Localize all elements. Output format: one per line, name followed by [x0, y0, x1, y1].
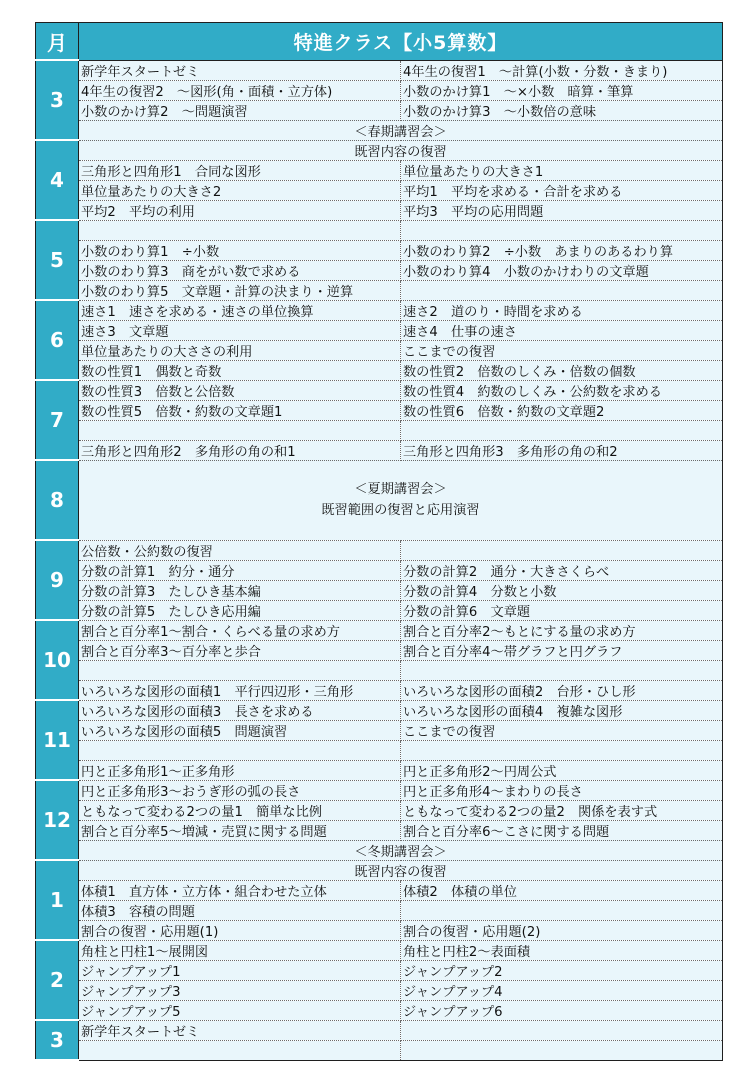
lesson-cell: 円と正多角形1～正多角形 [79, 760, 401, 780]
lesson-cell: 割合と百分率2～もとにする量の求め方 [401, 620, 723, 640]
table-row [36, 460, 723, 540]
table-row [36, 260, 723, 280]
table-row [36, 300, 723, 320]
lesson-cell: 体積1 直方体・立方体・組合わせた立体 [79, 880, 401, 900]
winter-session-title: ＜冬期講習会＞ [79, 840, 723, 860]
lesson-cell: 数の性質2 倍数のしくみ・倍数の個数 [401, 360, 723, 380]
lesson-cell: 単位量あたりの大きさ1 [401, 160, 723, 180]
spring-session-title: ＜春期講習会＞ [79, 120, 723, 140]
table-row [36, 880, 723, 900]
lesson-cell: ジャンプアップ6 [401, 1000, 723, 1020]
month-label-3: 3 [36, 60, 79, 140]
table-row [36, 760, 723, 780]
month-label-7: 7 [36, 380, 79, 460]
lesson-cell: 数の性質1 偶数と奇数 [79, 360, 401, 380]
curriculum-table [35, 22, 723, 1061]
table-row [36, 600, 723, 620]
lesson-cell: 小数のわり算3 商をがい数で求める [79, 260, 401, 280]
month-label-5: 5 [36, 220, 79, 300]
lesson-cell: ジャンプアップ5 [79, 1000, 401, 1020]
table-row [36, 940, 723, 960]
month-label-11: 11 [36, 700, 79, 780]
lesson-cell: 平均3 平均の応用問題 [401, 200, 723, 220]
lesson-cell-empty [401, 280, 723, 300]
lesson-cell: 割合と百分率4～帯グラフと円グラフ [401, 640, 723, 660]
month-label-8: 8 [36, 460, 79, 540]
table-row [36, 580, 723, 600]
lesson-cell: ジャンプアップ1 [79, 960, 401, 980]
lesson-cell: 割合の復習・応用題(1) [79, 920, 401, 940]
lesson-cell: 新学年スタートゼミ [79, 1020, 401, 1040]
lesson-cell: 小数のわり算2 ÷小数 あまりのあるわり算 [401, 240, 723, 260]
lesson-cell: 小数のわり算5 文章題・計算の決まり・逆算 [79, 280, 401, 300]
lesson-cell: 数の性質6 倍数・約数の文章題2 [401, 400, 723, 420]
lesson-cell: ジャンプアップ4 [401, 980, 723, 1000]
lesson-cell: いろいろな図形の面積1 平行四辺形・三角形 [79, 680, 401, 700]
month-label-6: 6 [36, 300, 79, 380]
lesson-cell-empty [401, 900, 723, 920]
table-row [36, 100, 723, 120]
month-label-3-next: 3 [36, 1020, 79, 1060]
table-row [36, 820, 723, 840]
spring-session-desc: 既習内容の復習 [79, 140, 723, 160]
winter-session-desc: 既習内容の復習 [79, 860, 723, 880]
lesson-cell: 公倍数・公約数の復習 [79, 540, 401, 560]
lesson-cell: 数の性質3 倍数と公倍数 [79, 380, 401, 400]
table-row [36, 720, 723, 740]
lesson-cell-empty [401, 740, 723, 760]
lesson-cell: 分数の計算2 通分・大きさくらべ [401, 560, 723, 580]
table-row [36, 1020, 723, 1040]
lesson-cell: 小数のかけ算1 ～×小数 暗算・筆算 [401, 80, 723, 100]
table-row [36, 280, 723, 300]
table-row [36, 980, 723, 1000]
lesson-cell: いろいろな図形の面積4 複雑な図形 [401, 700, 723, 720]
summer-session-cell [79, 460, 723, 540]
lesson-cell: 分数の計算6 文章題 [401, 600, 723, 620]
table-row [36, 680, 723, 700]
month-label-1: 1 [36, 860, 79, 940]
lesson-cell: 小数のかけ算3 ～小数倍の意味 [401, 100, 723, 120]
lesson-cell: いろいろな図形の面積2 台形・ひし形 [401, 680, 723, 700]
lesson-cell: 平均1 平均を求める・合計を求める [401, 180, 723, 200]
lesson-cell: 割合と百分率6～こさに関する問題 [401, 820, 723, 840]
table-row [36, 420, 723, 440]
table-row [36, 660, 723, 680]
table-row [36, 800, 723, 820]
lesson-cell: 小数のわり算4 小数のかけわりの文章題 [401, 260, 723, 280]
table-row [36, 740, 723, 760]
lesson-cell-empty [79, 660, 401, 680]
lesson-cell: 体積3 容積の問題 [79, 900, 401, 920]
lesson-cell: 4年生の復習2 ～図形(角・面積・立方体) [79, 80, 401, 100]
lesson-cell: いろいろな図形の面積3 長さを求める [79, 700, 401, 720]
lesson-cell: 円と正多角形4～まわりの長さ [401, 780, 723, 800]
lesson-cell: 割合と百分率3～百分率と歩合 [79, 640, 401, 660]
lesson-cell: 速さ3 文章題 [79, 320, 401, 340]
table-title: 特進クラス【小5算数】 [79, 23, 723, 61]
lesson-cell: いろいろな図形の面積5 問題演習 [79, 720, 401, 740]
lesson-cell-empty [401, 220, 723, 240]
table-row [36, 920, 723, 940]
header-row [36, 23, 723, 61]
summer-session-desc: 既習範囲の復習と応用演習 [321, 503, 480, 518]
lesson-cell: 三角形と四角形1 合同な図形 [79, 160, 401, 180]
lesson-cell: 割合の復習・応用題(2) [401, 920, 723, 940]
summer-session-title: ＜夏期講習会＞ [354, 482, 447, 497]
lesson-cell: ジャンプアップ3 [79, 980, 401, 1000]
lesson-cell-empty [401, 540, 723, 560]
lesson-cell: 速さ4 仕事の速さ [401, 320, 723, 340]
lesson-cell: 角柱と円柱1～展開図 [79, 940, 401, 960]
table-row [36, 780, 723, 800]
lesson-cell: 円と正多角形2～円周公式 [401, 760, 723, 780]
lesson-cell: 数の性質4 約数のしくみ・公約数を求める [401, 380, 723, 400]
lesson-cell: 割合と百分率5～増減・売買に関する問題 [79, 820, 401, 840]
table-row [36, 560, 723, 580]
table-row [36, 120, 723, 140]
table-row [36, 200, 723, 220]
lesson-cell-empty [79, 220, 401, 240]
lesson-cell-empty [79, 740, 401, 760]
table-row [36, 1040, 723, 1060]
table-row [36, 360, 723, 380]
month-column-header: 月 [36, 23, 79, 61]
lesson-cell: 速さ1 速さを求める・速さの単位換算 [79, 300, 401, 320]
lesson-cell: ジャンプアップ2 [401, 960, 723, 980]
lesson-cell: 三角形と四角形2 多角形の角の和1 [79, 440, 401, 460]
table-row [36, 220, 723, 240]
table-row [36, 540, 723, 560]
table-row [36, 900, 723, 920]
lesson-cell: 三角形と四角形3 多角形の角の和2 [401, 440, 723, 460]
lesson-cell-empty [401, 1040, 723, 1060]
lesson-cell: ともなって変わる2つの量1 簡単な比例 [79, 800, 401, 820]
table-row [36, 620, 723, 640]
lesson-cell-empty [401, 660, 723, 680]
lesson-cell: ここまでの復習 [401, 340, 723, 360]
lesson-cell: 単位量あたりの大ささの利用 [79, 340, 401, 360]
lesson-cell-empty [401, 1020, 723, 1040]
month-label-2: 2 [36, 940, 79, 1020]
month-label-10: 10 [36, 620, 79, 700]
lesson-cell-empty [79, 420, 401, 440]
lesson-cell-empty [401, 420, 723, 440]
lesson-cell: 体積2 体積の単位 [401, 880, 723, 900]
lesson-cell: 分数の計算5 たしひき応用編 [79, 600, 401, 620]
table-row [36, 140, 723, 160]
lesson-cell: 速さ2 道のり・時間を求める [401, 300, 723, 320]
table-row [36, 1000, 723, 1020]
lesson-cell: 角柱と円柱2～表面積 [401, 940, 723, 960]
table-row [36, 320, 723, 340]
month-label-4: 4 [36, 140, 79, 220]
lesson-cell: 単位量あたりの大きさ2 [79, 180, 401, 200]
lesson-cell: 新学年スタートゼミ [79, 60, 401, 80]
lesson-cell: 分数の計算1 約分・通分 [79, 560, 401, 580]
table-row [36, 60, 723, 80]
table-row [36, 440, 723, 460]
table-row [36, 160, 723, 180]
table-row [36, 180, 723, 200]
table-row [36, 400, 723, 420]
lesson-cell: 分数の計算4 分数と小数 [401, 580, 723, 600]
table-row [36, 960, 723, 980]
lesson-cell: ここまでの復習 [401, 720, 723, 740]
table-row [36, 860, 723, 880]
lesson-cell-empty [79, 1040, 401, 1060]
lesson-cell: 平均2 平均の利用 [79, 200, 401, 220]
lesson-cell: 4年生の復習1 ～計算(小数・分数・きまり) [401, 60, 723, 80]
lesson-cell: ともなって変わる2つの量2 関係を表す式 [401, 800, 723, 820]
table-row [36, 640, 723, 660]
table-row [36, 380, 723, 400]
month-label-12: 12 [36, 780, 79, 860]
table-row [36, 700, 723, 720]
table-row [36, 240, 723, 260]
table-row [36, 840, 723, 860]
lesson-cell: 分数の計算3 たしひき基本編 [79, 580, 401, 600]
lesson-cell: 小数のかけ算2 ～問題演習 [79, 100, 401, 120]
lesson-cell: 割合と百分率1～割合・くらべる量の求め方 [79, 620, 401, 640]
table-row [36, 340, 723, 360]
lesson-cell: 小数のわり算1 ÷小数 [79, 240, 401, 260]
lesson-cell: 数の性質5 倍数・約数の文章題1 [79, 400, 401, 420]
month-label-9: 9 [36, 540, 79, 620]
lesson-cell: 円と正多角形3～おうぎ形の弧の長さ [79, 780, 401, 800]
table-row [36, 80, 723, 100]
